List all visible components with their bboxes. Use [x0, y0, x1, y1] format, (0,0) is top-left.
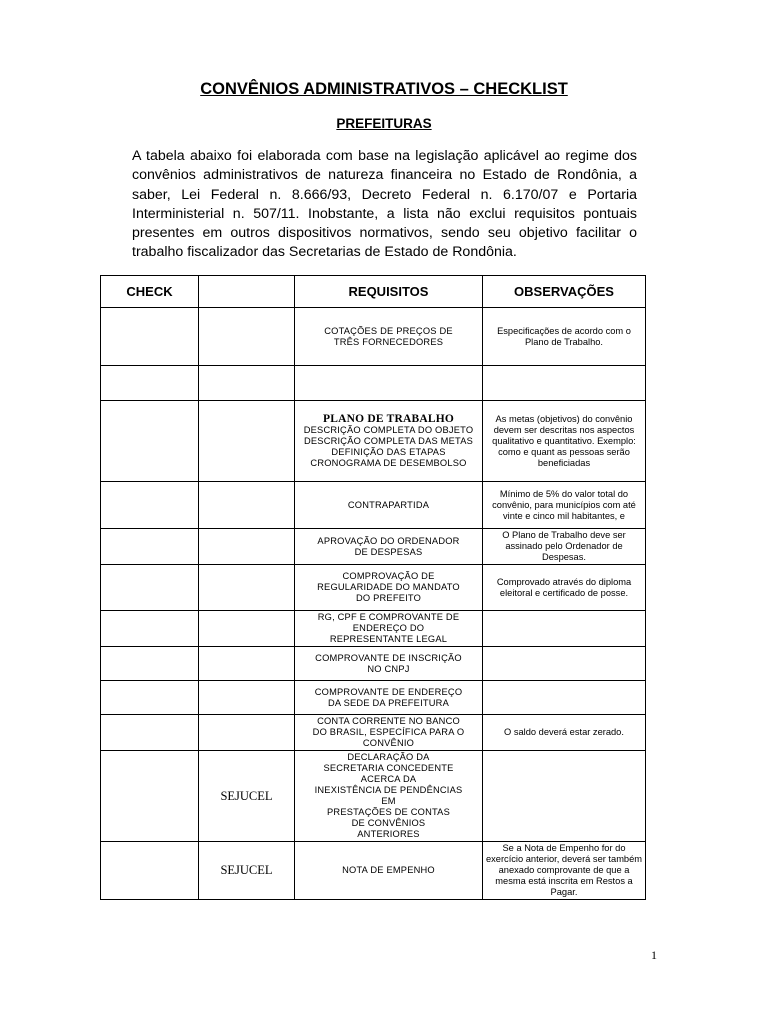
observacao-cell: O Plano de Trabalho deve ser assinado pelo Ordenador de Despesas.	[483, 529, 646, 565]
requisito-text: CONTA CORRENTE NO BANCO DO BRASIL, ESPECÍFICA PARA O CONVÊNIO	[312, 716, 465, 748]
requisito-cell	[295, 308, 483, 366]
secretaria-cell: SEJUCEL	[199, 842, 295, 900]
secretaria-cell	[199, 565, 295, 611]
requisito-cell	[295, 482, 483, 529]
requisito-text: COTAÇÕES DE PREÇOS DE TRÊS FORNECEDORES	[324, 325, 453, 347]
requisito-cell	[295, 401, 483, 482]
requisito-text: RG, CPF E COMPROVANTE DE ENDEREÇO DO REPRESENTANTE LEGAL	[317, 612, 460, 644]
check-cell[interactable]	[101, 611, 199, 647]
observacao-cell	[483, 751, 646, 842]
requisito-cell	[295, 529, 483, 565]
document-subtitle: PREFEITURAS	[336, 116, 432, 131]
table-row	[101, 715, 646, 751]
secretaria-cell	[199, 611, 295, 647]
secretaria-cell	[199, 308, 295, 366]
check-cell[interactable]	[101, 482, 199, 529]
table-row	[101, 366, 646, 401]
requisito-text: COMPROVANTE DE ENDEREÇO DA SEDE DA PREFEITURA	[314, 686, 463, 708]
requisito-text: DESCRIÇÃO COMPLETA DO OBJETO DESCRIÇÃO COMPLETA DAS METAS DEFINIÇÃO DAS ETAPAS CRONOGRAMA DE DESEMBOLSO	[303, 424, 474, 468]
table-row	[101, 681, 646, 715]
check-cell[interactable]	[101, 715, 199, 751]
secretaria-cell: SEJUCEL	[199, 751, 295, 842]
observacao-cell: Mínimo de 5% do valor total do convênio, para municípios com até vinte e cinco mil habitantes, e	[483, 482, 646, 529]
page-number: 1	[651, 948, 657, 962]
table-row	[101, 647, 646, 681]
intro-paragraph: A tabela abaixo foi elaborada com base na legislação aplicável ao regime dos convênios administrativos de natureza financeira no Estado de Rondônia, a saber, Lei Federal n. 8.666/93, Decreto Federal n. 6.170/07 e Portaria Interministerial n. 507/11. Inobstante, a lista não exclui requisitos pontuais presentes em outros dispositivos normativos, sendo seu objetivo facilitar o trabalho fiscalizador das Secretarias de Estado de Rondônia.	[132, 148, 637, 261]
check-cell[interactable]	[101, 681, 199, 715]
observacao-cell: As metas (objetivos) do convênio devem ser descritas nos aspectos qualitativo e quantitativo. Exemplo: como e quant as pessoas serão beneficiadas	[483, 401, 646, 482]
requisito-text: CONTRAPARTIDA	[347, 499, 430, 510]
requisito-text: APROVAÇÃO DO ORDENADOR DE DESPESAS	[317, 535, 460, 557]
table-row	[101, 565, 646, 611]
table-row	[101, 529, 646, 565]
observacao-cell	[483, 366, 646, 401]
observacao-cell	[483, 647, 646, 681]
requisito-text: COMPROVANTE DE INSCRIÇÃO NO CNPJ	[315, 652, 462, 674]
secretaria-cell	[199, 529, 295, 565]
header-blank	[199, 276, 295, 308]
observacao-cell	[483, 611, 646, 647]
table-row	[101, 751, 646, 842]
check-cell[interactable]	[101, 842, 199, 900]
check-cell[interactable]	[101, 647, 199, 681]
secretaria-cell	[199, 715, 295, 751]
requisito-cell	[295, 751, 483, 842]
check-cell[interactable]	[101, 751, 199, 842]
requisito-text: COMPROVAÇÃO DE REGULARIDADE DO MANDATO DO PREFEITO	[317, 571, 460, 603]
check-cell[interactable]	[101, 401, 199, 482]
check-cell[interactable]	[101, 308, 199, 366]
secretaria-cell	[199, 647, 295, 681]
secretaria-cell	[199, 482, 295, 529]
document-title: CONVÊNIOS ADMINISTRATIVOS – CHECKLIST	[200, 80, 568, 98]
table-row	[101, 308, 646, 366]
requisito-cell	[295, 611, 483, 647]
requisito-text: NOTA DE EMPENHO	[342, 865, 435, 875]
header-check: CHECK	[101, 276, 199, 308]
table-header-row	[101, 276, 646, 308]
table-row	[101, 842, 646, 900]
observacao-cell: Comprovado através do diploma eleitoral e certificado de posse.	[483, 565, 646, 611]
requisito-cell	[295, 565, 483, 611]
header-requisitos: REQUISITOS	[295, 276, 483, 308]
requisito-cell	[295, 681, 483, 715]
requisito-cell	[295, 366, 483, 401]
table-row	[101, 611, 646, 647]
check-cell[interactable]	[101, 366, 199, 401]
observacao-cell: Se a Nota de Empenho for do exercício anterior, deverá ser também anexado comprovante de que a mesma está inscrita em Restos a Pagar.	[483, 842, 646, 900]
observacao-cell: Especificações de acordo com o Plano de Trabalho.	[483, 308, 646, 366]
requisito-cell	[295, 842, 483, 900]
observacao-cell	[483, 681, 646, 715]
header-observacoes: OBSERVAÇÕES	[483, 276, 646, 308]
observacao-cell: O saldo deverá estar zerado.	[483, 715, 646, 751]
secretaria-cell	[199, 401, 295, 482]
requisito-title: PLANO DE TRABALHO	[323, 412, 454, 425]
check-cell[interactable]	[101, 565, 199, 611]
requisito-cell	[295, 715, 483, 751]
secretaria-cell	[199, 366, 295, 401]
table-row	[101, 401, 646, 482]
table-row	[101, 482, 646, 529]
check-cell[interactable]	[101, 529, 199, 565]
requisito-cell	[295, 647, 483, 681]
secretaria-cell	[199, 681, 295, 715]
requisito-text: DECLARAÇÃO DA SECRETARIA CONCEDENTE ACERCA DA INEXISTÊNCIA DE PENDÊNCIAS EM PRESTAÇÕES DE CONTAS DE CONVÊNIOS ANTERIORES	[314, 752, 463, 839]
checklist-table	[100, 275, 646, 900]
